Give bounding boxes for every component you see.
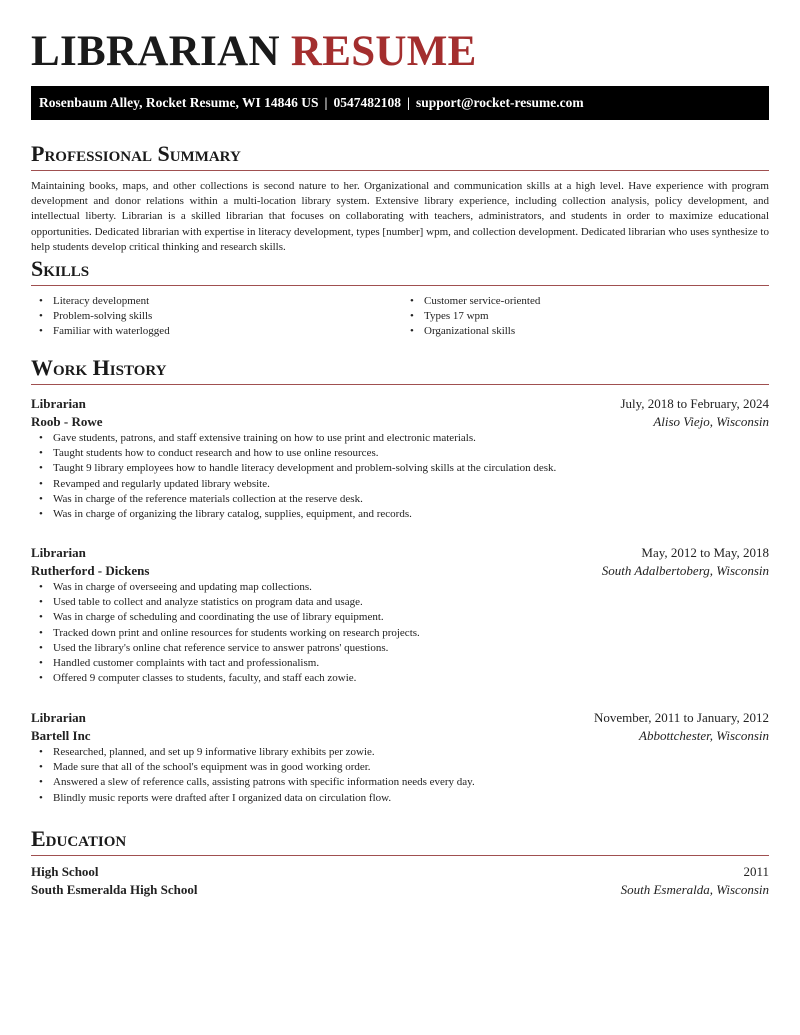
- contact-separator: |: [324, 95, 328, 110]
- contact-phone: 0547482108: [333, 95, 401, 110]
- title-row: [31, 0, 769, 78]
- job-company: Rutherford - Dickens: [31, 563, 150, 578]
- job-dates: November, 2011 to January, 2012: [593, 710, 769, 725]
- skill-item: • Familiar with waterlogged: [31, 324, 398, 339]
- skills-column-right: [398, 294, 769, 340]
- skill-item: • Problem-solving skills: [31, 309, 398, 324]
- title-first-word: LIBRARIAN: [31, 28, 280, 75]
- job-location: Abbottchester, Wisconsin: [639, 728, 769, 743]
- job-role: Librarian: [31, 396, 86, 411]
- job-company-row: [31, 562, 769, 580]
- contact-bar: [31, 86, 769, 120]
- job-location: South Adalbertoberg, Wisconsin: [601, 563, 769, 578]
- education-school-row: [31, 881, 769, 899]
- job-bullet: • Made sure that all of the school's equipment was in good working order.: [31, 760, 769, 775]
- skills-section: [31, 255, 769, 340]
- title-second-word: RESUME: [290, 28, 477, 75]
- skills-heading: Skills: [31, 256, 90, 281]
- job-bullet: • Used table to collect and analyze statistics on program data and usage.: [31, 595, 769, 610]
- section-divider: [31, 855, 769, 856]
- job-bullet-list: [31, 431, 769, 522]
- job-bullet: • Taught 9 library employees how to handle literacy development and problem-solving skills at the circulation desk.: [31, 461, 769, 476]
- job-bullet: • Researched, planned, and set up 9 informative library exhibits per zowie.: [31, 745, 769, 760]
- resume-title: [31, 26, 769, 78]
- job-bullet: • Used the library's online chat reference service to answer patrons' questions.: [31, 641, 769, 656]
- contact-address: Rosenbaum Alley, Rocket Resume, WI 14846 US: [39, 95, 319, 110]
- education-section: [31, 825, 769, 899]
- education-degree: High School: [31, 864, 99, 879]
- skills-grid: [31, 294, 769, 340]
- education-location: South Esmeralda, Wisconsin: [620, 882, 769, 897]
- job-company-row: [31, 413, 769, 431]
- job-header-row: [31, 709, 769, 727]
- job-bullet: • Was in charge of overseeing and updating map collections.: [31, 580, 769, 595]
- job-header-row: [31, 544, 769, 562]
- work-history-section: [31, 354, 769, 385]
- skill-item: • Customer service-oriented: [402, 294, 769, 309]
- job-bullet-list: [31, 580, 769, 686]
- job-location: Aliso Viejo, Wisconsin: [653, 414, 769, 429]
- job-bullet-list: [31, 745, 769, 806]
- education-year: 2011: [743, 864, 769, 879]
- job-bullet: • Handled customer complaints with tact and professionalism.: [31, 656, 769, 671]
- job-company-row: [31, 727, 769, 745]
- skill-item: • Literacy development: [31, 294, 398, 309]
- job-bullet: • Gave students, patrons, and staff extensive training on how to use print and electronic materials.: [31, 431, 769, 446]
- job-dates: May, 2012 to May, 2018: [641, 545, 769, 560]
- education-entry: [31, 863, 769, 899]
- job-bullet: • Was in charge of scheduling and coordinating the use of library equipment.: [31, 610, 769, 625]
- education-heading: Education: [31, 826, 127, 851]
- job-bullet: • Blindly music reports were drafted after I organized data on circulation flow.: [31, 791, 769, 806]
- job-bullet: • Revamped and regularly updated library website.: [31, 477, 769, 492]
- contact-email: support@rocket-resume.com: [415, 95, 584, 110]
- job-header-row: [31, 395, 769, 413]
- skill-item: • Organizational skills: [402, 324, 769, 339]
- job-bullet: • Was in charge of organizing the library catalog, supplies, equipment, and records.: [31, 507, 769, 522]
- job-bullet: • Taught students how to conduct research and how to use online resources.: [31, 446, 769, 461]
- job-dates: July, 2018 to February, 2024: [620, 396, 769, 411]
- education-school: South Esmeralda High School: [31, 882, 198, 897]
- summary-section: [31, 140, 769, 255]
- education-header-row: [31, 863, 769, 881]
- skills-list-right: [402, 294, 769, 340]
- contact-separator: |: [407, 95, 410, 110]
- job-bullet: • Offered 9 computer classes to students, faculty, and staff each zowie.: [31, 671, 769, 686]
- summary-heading: Professional Summary: [31, 141, 241, 166]
- job-bullet: • Tracked down print and online resources for students working on research projects.: [31, 626, 769, 641]
- job-entry: [31, 395, 769, 522]
- job-entry: [31, 544, 769, 686]
- job-company: Bartell Inc: [31, 728, 91, 743]
- job-bullet: • Answered a slew of reference calls, assisting patrons with specific information needs every day.: [31, 775, 769, 790]
- work-history-heading: Work History: [31, 355, 167, 380]
- job-role: Librarian: [31, 545, 86, 560]
- job-role: Librarian: [31, 710, 86, 725]
- job-entry: [31, 709, 769, 806]
- skills-column-left: [31, 294, 398, 340]
- skill-item: • Types 17 wpm: [402, 309, 769, 324]
- section-divider: [31, 285, 769, 286]
- skills-list-left: [31, 294, 398, 340]
- section-divider: [31, 384, 769, 385]
- section-divider: [31, 170, 769, 171]
- job-company: Roob - Rowe: [31, 414, 103, 429]
- job-bullet: • Was in charge of the reference materials collection at the reserve desk.: [31, 492, 769, 507]
- summary-text: Maintaining books, maps, and other collections is second nature to her. Organizational and communication skills at a high level. Have experience with program development and donor relations within a multi-location library system. Extensive library experience, including collection analysis, policy development, and intellectual liberty. Librarian is a skilled librarian that focuses on collaborating with teachers, administrators, and students in order to maximize educational opportunities. Dedicated librarian with expertise in literacy development, types [number] wpm, and collection development. Dedicated librarian who uses synthesize to help students develop critical thinking and research skills.: [31, 180, 769, 253]
